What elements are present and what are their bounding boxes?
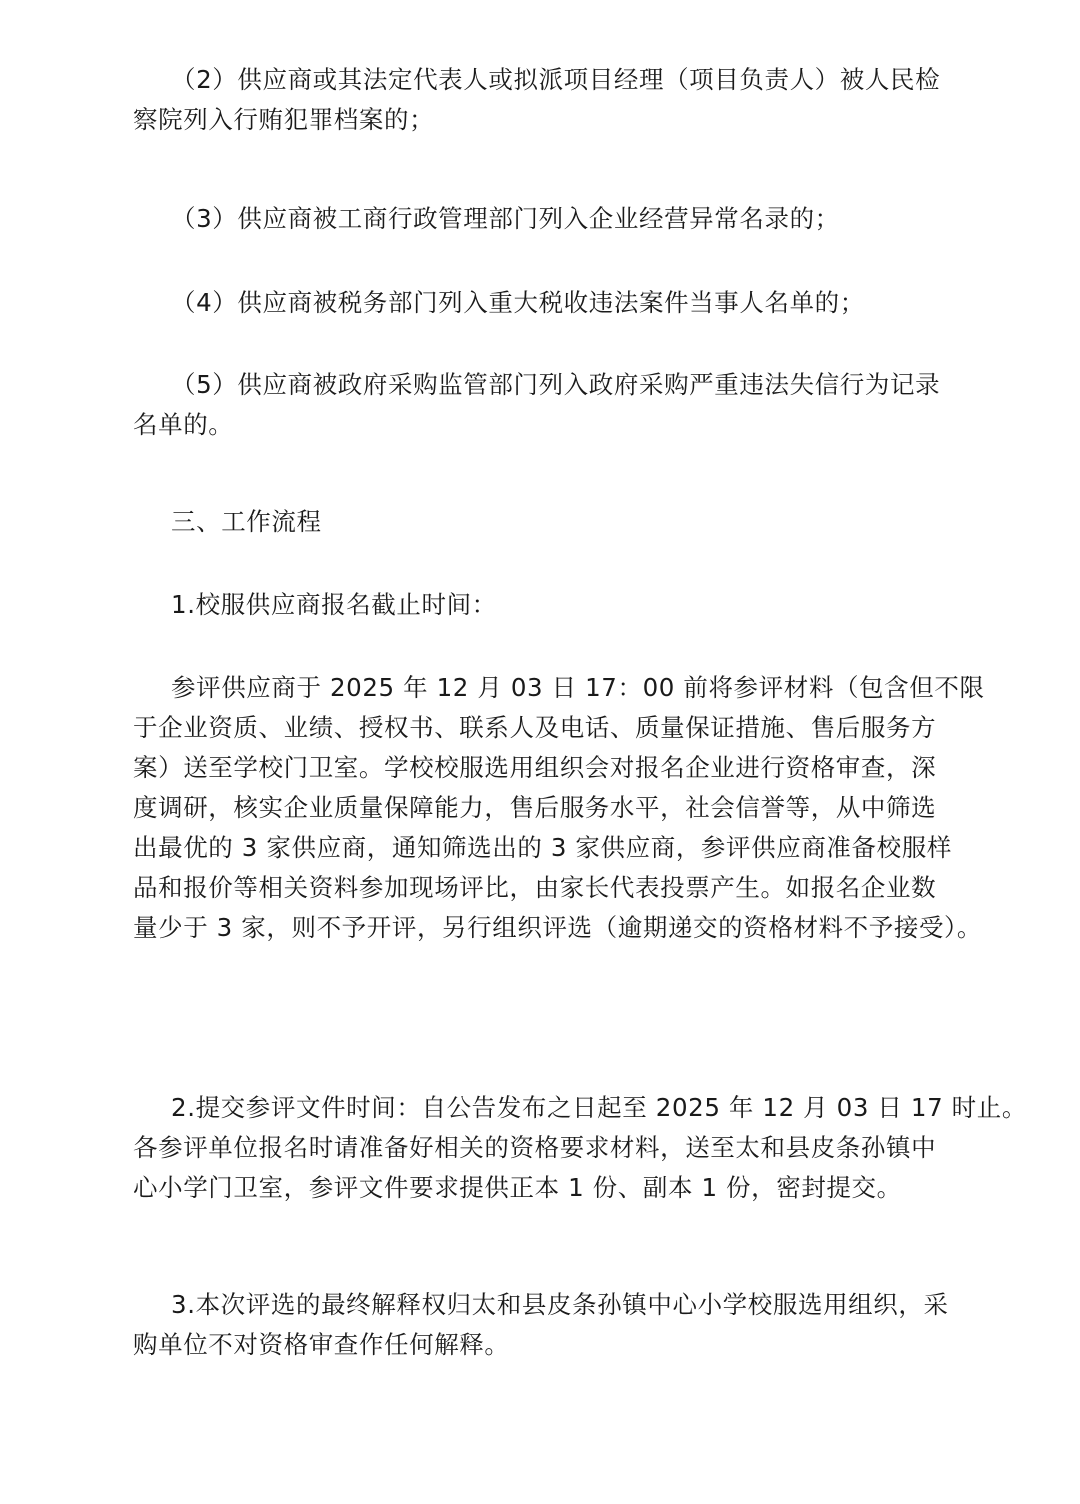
text-line: 量少于 3 家，则不予开评，另行组织评选（逾期递交的资格材料不予接受）。 — [133, 913, 983, 942]
text-line: 出最优的 3 家供应商，通知筛选出的 3 家供应商，参评供应商准备校服样 — [133, 833, 952, 862]
text-line: （4）供应商被税务部门列入重大税收违法案件当事人名单的； — [171, 288, 865, 317]
paragraph-item-5 — [133, 365, 948, 445]
paragraph-item-3 — [133, 199, 948, 239]
text-line: 于企业资质、业绩、授权书、联系人及电话、质量保证措施、售后服务方 — [133, 713, 937, 742]
text-line: （3）供应商被工商行政管理部门列入企业经营异常名录的； — [171, 204, 840, 233]
section-heading-text: 三、工作流程 — [171, 507, 322, 536]
text-line: 名单的。 — [133, 410, 234, 439]
text-line: 度调研，核实企业质量保障能力，售后服务水平，社会信誉等，从中筛选 — [133, 793, 937, 822]
text-line: 察院列入行贿犯罪档案的； — [133, 105, 435, 134]
paragraph-step-3 — [133, 1285, 948, 1365]
paragraph-item-4 — [133, 283, 948, 323]
text-line: 2.提交参评文件时间：自公告发布之日起至 2025 年 12 月 03 日 17 时止。 — [171, 1093, 1027, 1122]
text-line: 购单位不对资格审查作任何解释。 — [133, 1330, 510, 1359]
section-heading-workflow — [133, 502, 948, 542]
paragraph-step-1-body — [133, 668, 985, 948]
paragraph-item-2 — [133, 60, 948, 140]
text-line: （2）供应商或其法定代表人或拟派项目经理（项目负责人）被人民检 — [171, 65, 941, 94]
step-heading-text: 1.校服供应商报名截止时间： — [171, 590, 497, 619]
text-line: 参评供应商于 2025 年 12 月 03 日 17：00 前将参评材料（包含但不限 — [171, 673, 985, 702]
step-1-heading — [133, 585, 948, 625]
text-line: （5）供应商被政府采购监管部门列入政府采购严重违法失信行为记录 — [171, 370, 941, 399]
text-line: 案）送至学校门卫室。学校校服选用组织会对报名企业进行资格审查，深 — [133, 753, 937, 782]
text-line: 3.本次评选的最终解释权归太和县皮条孙镇中心小学校服选用组织，采 — [171, 1290, 949, 1319]
text-line: 品和报价等相关资料参加现场评比，由家长代表投票产生。如报名企业数 — [133, 873, 937, 902]
text-line: 各参评单位报名时请准备好相关的资格要求材料，送至太和县皮条孙镇中 — [133, 1133, 937, 1162]
paragraph-step-2 — [133, 1088, 1027, 1208]
text-line: 心小学门卫室，参评文件要求提供正本 1 份、副本 1 份，密封提交。 — [133, 1173, 902, 1202]
